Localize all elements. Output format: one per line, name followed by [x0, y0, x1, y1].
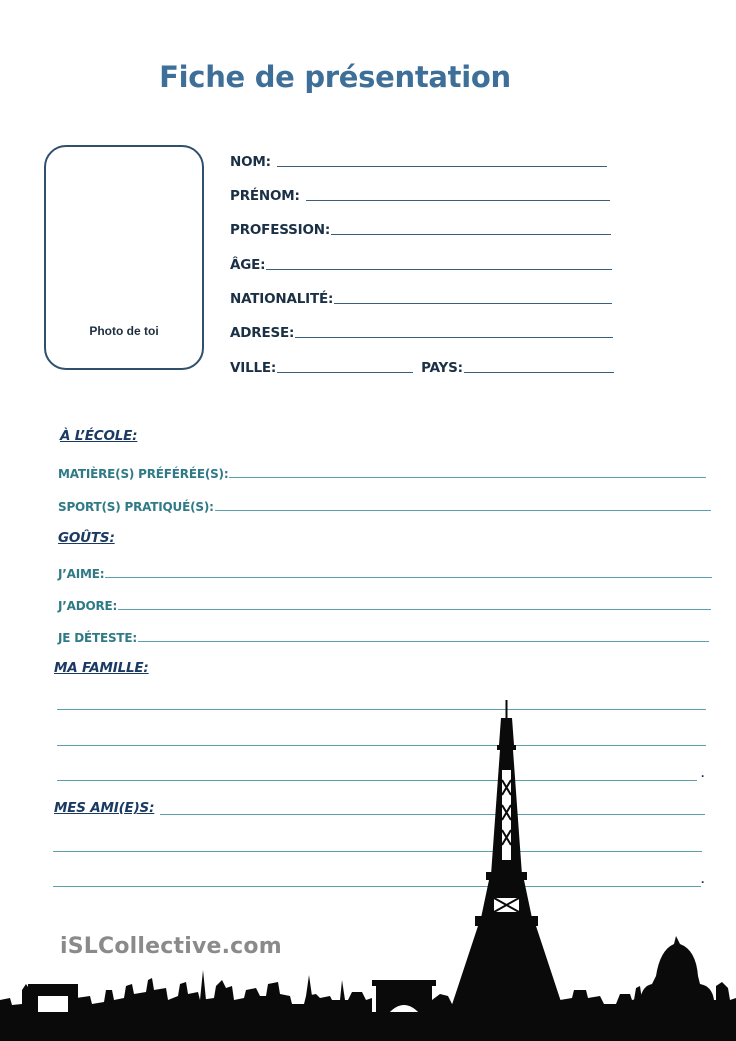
nationalite-row: [230, 285, 612, 307]
famille-period: .: [701, 766, 705, 780]
watermark: iSLCollective.com: [60, 934, 282, 959]
profession-row: [230, 216, 611, 238]
nom-row: [230, 148, 607, 170]
sports-field[interactable]: [215, 509, 711, 511]
sports-label: SPORT(S) PRATIQUÉ(S):: [58, 500, 214, 514]
prenom-field[interactable]: [306, 199, 610, 201]
adresse-label: ADRESE:: [230, 325, 295, 341]
deteste-field[interactable]: [138, 640, 709, 642]
amis-period: .: [701, 872, 705, 886]
matieres-field[interactable]: [229, 476, 706, 478]
ecole-heading: À L’ÉCOLE:: [60, 428, 138, 444]
deteste-row: [58, 623, 709, 645]
matieres-label: MATIÈRE(S) PRÉFÉRÉE(S):: [58, 467, 229, 481]
ville-field[interactable]: [277, 371, 413, 373]
aime-label: J’AIME:: [58, 567, 105, 581]
matieres-row: [58, 459, 706, 481]
prenom-row: [230, 182, 610, 204]
ville-label: VILLE:: [230, 360, 277, 376]
age-label: ÂGE:: [230, 257, 266, 273]
aime-row: [58, 559, 712, 581]
profession-field[interactable]: [331, 233, 611, 235]
nom-field[interactable]: [277, 165, 607, 167]
profession-label: PROFESSION:: [230, 222, 331, 238]
sports-row: [58, 492, 711, 514]
age-row: [230, 251, 612, 273]
adresse-field[interactable]: [295, 336, 613, 338]
adresse-row: [230, 319, 613, 341]
adore-label: J’ADORE:: [58, 599, 118, 613]
adore-row: [58, 591, 711, 613]
ville-pays-row: [230, 354, 614, 376]
pays-label: PAYS:: [421, 360, 463, 376]
deteste-label: JE DÉTESTE:: [58, 631, 138, 645]
gouts-heading: GOÛTS:: [58, 530, 115, 546]
pays-field[interactable]: [464, 371, 614, 373]
famille-heading: MA FAMILLE:: [54, 660, 149, 676]
nationalite-field[interactable]: [334, 302, 612, 304]
aime-field[interactable]: [105, 576, 712, 578]
photo-label: Photo de toi: [89, 324, 159, 338]
adore-field[interactable]: [118, 608, 711, 610]
age-field[interactable]: [266, 268, 612, 270]
nationalite-label: NATIONALITÉ:: [230, 291, 334, 307]
photo-box[interactable]: [44, 145, 204, 370]
amis-heading: MES AMI(E)S:: [54, 800, 155, 816]
nom-label: NOM:: [230, 154, 271, 170]
paris-skyline-illustration: [0, 690, 736, 1041]
prenom-label: PRÉNOM:: [230, 188, 300, 204]
page-title: Fiche de présentation: [159, 60, 511, 94]
